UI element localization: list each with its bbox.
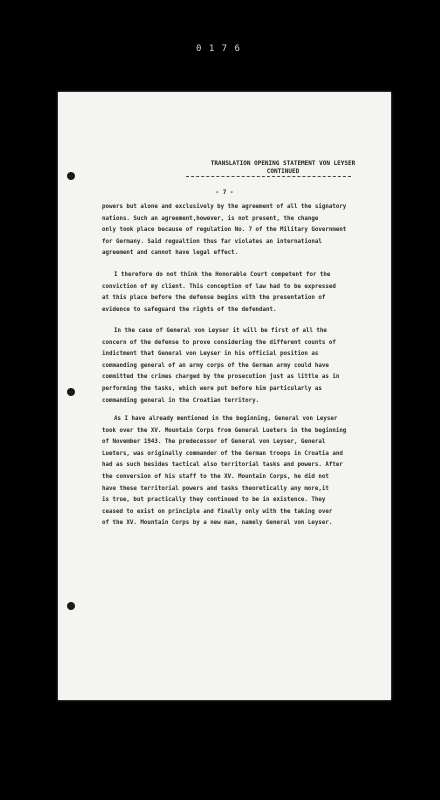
- header-divider: [186, 176, 351, 177]
- text-line: commanding general of an army corps of the German army could have: [102, 362, 329, 369]
- text-line: for Germany. Said regualtion thus far violates an international: [102, 238, 322, 245]
- text-line: at this place before the defense begins with the presentation of: [102, 295, 326, 302]
- paragraph-2: [102, 270, 378, 316]
- text-line: of the XV. Mountain Corps by a new man, namely General von Leyser.: [102, 520, 333, 527]
- text-line: ceased to exist on principle and finally only with the taking over: [102, 508, 333, 515]
- text-line: indictment that General von Leyser in his official position as: [102, 351, 319, 358]
- text-line: took over the XV. Mountain Corps from General Lueters in the beginning: [102, 427, 347, 434]
- text-line: have these territorial powers and tasks theoretically any more,it: [102, 485, 329, 492]
- microfilm-frame-number: 0 1 7 6: [196, 44, 241, 54]
- page-number: - 7 -: [215, 189, 234, 196]
- text-line: of November 1943. The predecessor of General von Leyser, General: [102, 439, 326, 446]
- text-line: As I have already mentioned in the beginning, General von Leyser: [114, 416, 338, 422]
- header-subtitle: CONTINUED: [266, 168, 300, 175]
- text-line: is true, but practically they continued to be in existence. They: [102, 497, 326, 504]
- document-page: [58, 92, 391, 700]
- text-line: performing the tasks, which were put before him particularly as: [102, 385, 322, 392]
- text-line: the conversion of his staff to the XV. Mountain Corps, he did not: [102, 473, 329, 480]
- punch-hole: [67, 602, 75, 610]
- text-line: In the case of General von Leyser it will be first of all the: [114, 328, 327, 334]
- text-line: nations. Such an agreement,however, is not present, the change: [102, 215, 319, 222]
- text-line: powers but alone and exclusively by the agreement of all the signatory: [102, 204, 347, 210]
- text-line: only took place because of regulation No. 7 of the Military Government: [102, 227, 347, 234]
- text-line: conviction of my client. This conception of law had to be expressed: [102, 283, 336, 290]
- punch-hole: [67, 388, 75, 396]
- paragraph-1: [102, 202, 378, 260]
- text-line: had as such besides tactical also territorial tasks and powers. After: [102, 462, 343, 469]
- text-line: concern of the defense to prove considering the different counts of: [102, 339, 336, 346]
- text-line: agreement and cannot have legal effect.: [102, 250, 239, 257]
- paragraph-4: [102, 414, 378, 530]
- header-title: TRANSLATION OPENING STATEMENT VON LEYSER: [210, 160, 356, 167]
- punch-hole: [67, 172, 75, 180]
- text-line: evidence to safeguard the rights of the defendant.: [102, 306, 277, 313]
- text-line: committed the crimes charged by the prosecution just as little as in: [102, 374, 340, 381]
- document-header: [208, 160, 358, 176]
- text-line: Lueters, was originally commander of the German troops in Croatia and: [102, 450, 343, 457]
- paragraph-3: [102, 326, 378, 407]
- text-line: commanding general in the Croatian territory.: [102, 397, 260, 404]
- text-line: I therefore do not think the Honorable Court competent for the: [114, 272, 331, 278]
